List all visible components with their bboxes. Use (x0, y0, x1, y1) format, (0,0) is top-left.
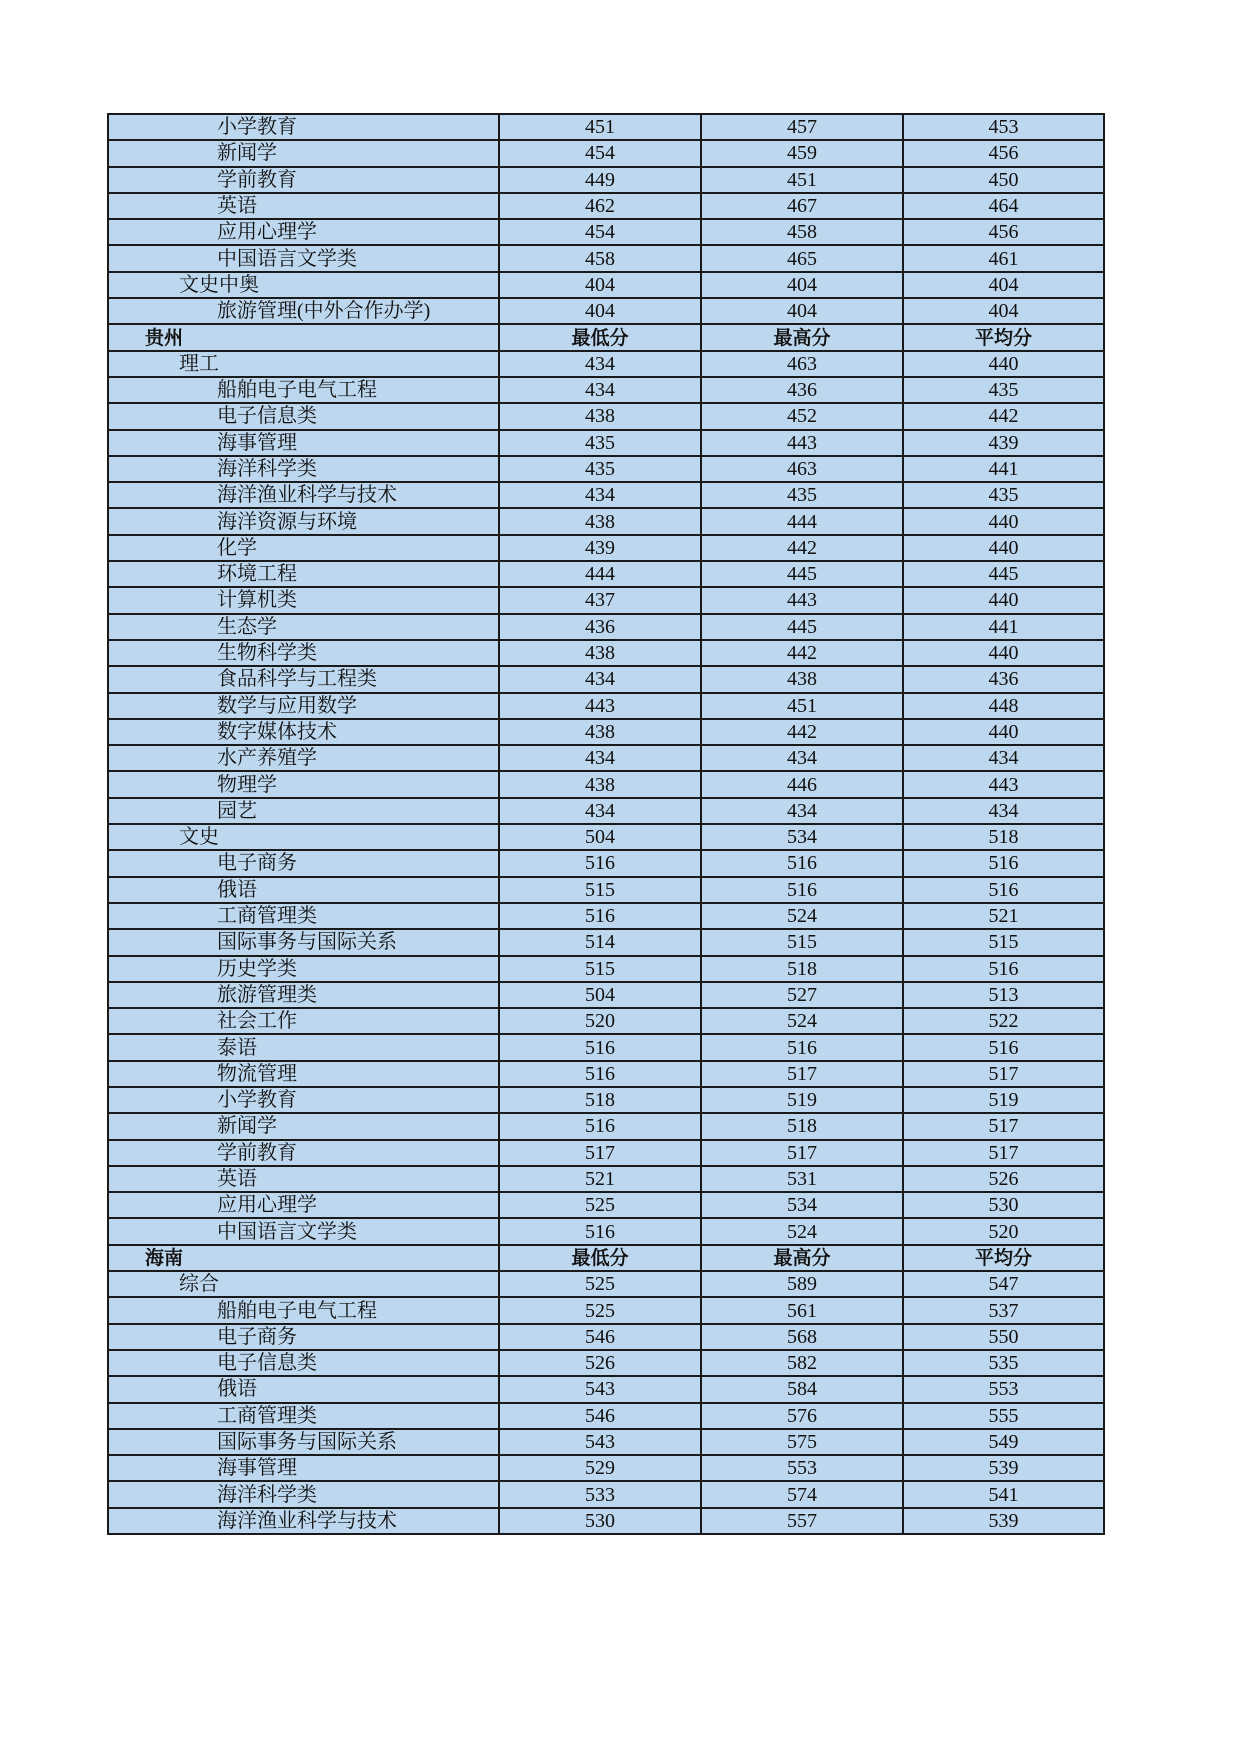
max-score-cell: 442 (701, 719, 903, 745)
min-score-cell: 434 (499, 351, 701, 377)
max-score-cell: 443 (701, 587, 903, 613)
min-score-cell: 518 (499, 1087, 701, 1113)
avg-score-cell: 547 (903, 1271, 1104, 1297)
avg-score-cell: 404 (903, 272, 1104, 298)
table-row (108, 1481, 1104, 1507)
avg-score-cell: 404 (903, 298, 1104, 324)
table-row (108, 508, 1104, 534)
avg-score-cell: 526 (903, 1166, 1104, 1192)
table-row (108, 745, 1104, 771)
min-score-cell: 516 (499, 1034, 701, 1060)
max-score-cell: 584 (701, 1376, 903, 1402)
max-score-cell: 575 (701, 1429, 903, 1455)
max-score-cell: 568 (701, 1324, 903, 1350)
min-score-cell: 404 (499, 272, 701, 298)
min-score-cell: 454 (499, 140, 701, 166)
avg-score-cell: 435 (903, 377, 1104, 403)
min-score-cell: 546 (499, 1324, 701, 1350)
name-cell: 国际事务与国际关系 (108, 929, 499, 955)
name-cell: 小学教育 (108, 1087, 499, 1113)
avg-score-cell: 440 (903, 351, 1104, 377)
min-score-cell: 434 (499, 666, 701, 692)
name-cell: 旅游管理类 (108, 982, 499, 1008)
table-row (108, 482, 1104, 508)
table-row (108, 929, 1104, 955)
avg-score-cell: 461 (903, 245, 1104, 271)
table-row (108, 114, 1104, 140)
min-score-cell: 438 (499, 719, 701, 745)
table-row (108, 1455, 1104, 1481)
name-cell: 电子信息类 (108, 403, 499, 429)
name-cell: 学前教育 (108, 167, 499, 193)
min-score-cell: 520 (499, 1008, 701, 1034)
avg-score-cell: 530 (903, 1192, 1104, 1218)
max-score-cell: 517 (701, 1140, 903, 1166)
name-cell: 水产养殖学 (108, 745, 499, 771)
province-header-row (108, 324, 1104, 350)
table-row (108, 877, 1104, 903)
max-score-cell: 404 (701, 272, 903, 298)
name-cell: 综合 (108, 1271, 499, 1297)
table-row (108, 193, 1104, 219)
min-score-cell: 516 (499, 1218, 701, 1244)
table-row (108, 1008, 1104, 1034)
max-score-cell: 463 (701, 351, 903, 377)
max-score-cell: 436 (701, 377, 903, 403)
table-row (108, 1061, 1104, 1087)
avg-score-cell: 439 (903, 430, 1104, 456)
min-score-cell: 533 (499, 1481, 701, 1507)
avg-score-cell: 445 (903, 561, 1104, 587)
avg-score-cell: 440 (903, 535, 1104, 561)
min-score-cell: 515 (499, 877, 701, 903)
score-table-body (108, 114, 1104, 1534)
max-score-cell: 519 (701, 1087, 903, 1113)
max-score-cell: 557 (701, 1508, 903, 1534)
avg-score-cell: 555 (903, 1403, 1104, 1429)
max-score-cell: 516 (701, 1034, 903, 1060)
avg-score-cell: 442 (903, 403, 1104, 429)
name-cell: 船舶电子电气工程 (108, 1297, 499, 1323)
table-row (108, 956, 1104, 982)
name-cell: 应用心理学 (108, 219, 499, 245)
max-score-cell: 434 (701, 745, 903, 771)
max-score-cell: 443 (701, 430, 903, 456)
province-header-row (108, 1245, 1104, 1271)
min-score-cell: 449 (499, 167, 701, 193)
table-row (108, 1218, 1104, 1244)
name-cell: 海事管理 (108, 1455, 499, 1481)
min-score-cell: 436 (499, 614, 701, 640)
min-score-cell: 404 (499, 298, 701, 324)
table-row (108, 1166, 1104, 1192)
name-cell: 应用心理学 (108, 1192, 499, 1218)
avg-score-cell: 435 (903, 482, 1104, 508)
min-score-cell: 515 (499, 956, 701, 982)
max-score-cell: 446 (701, 771, 903, 797)
name-cell: 旅游管理(中外合作办学) (108, 298, 499, 324)
name-cell: 文史中奥 (108, 272, 499, 298)
name-cell: 海洋资源与环境 (108, 508, 499, 534)
name-cell: 理工 (108, 351, 499, 377)
name-cell: 贵州 (108, 324, 499, 350)
min-score-cell: 443 (499, 693, 701, 719)
table-row (108, 771, 1104, 797)
table-row (108, 693, 1104, 719)
name-cell: 俄语 (108, 877, 499, 903)
max-score-cell: 518 (701, 1113, 903, 1139)
name-cell: 船舶电子电气工程 (108, 377, 499, 403)
max-score-cell: 458 (701, 219, 903, 245)
max-score-cell: 576 (701, 1403, 903, 1429)
min-score-cell: 516 (499, 1061, 701, 1087)
table-row (108, 1350, 1104, 1376)
min-score-cell: 434 (499, 798, 701, 824)
name-cell: 海洋渔业科学与技术 (108, 1508, 499, 1534)
name-cell: 海洋科学类 (108, 1481, 499, 1507)
name-cell: 电子信息类 (108, 1350, 499, 1376)
table-row (108, 403, 1104, 429)
max-score-cell: 452 (701, 403, 903, 429)
name-cell: 生态学 (108, 614, 499, 640)
table-row (108, 298, 1104, 324)
avg-score-cell: 440 (903, 587, 1104, 613)
max-score-cell: 442 (701, 640, 903, 666)
min-score-cell: 438 (499, 640, 701, 666)
max-score-cell: 435 (701, 482, 903, 508)
min-score-cell: 504 (499, 824, 701, 850)
table-row (108, 167, 1104, 193)
table-row (108, 719, 1104, 745)
max-score-cell: 574 (701, 1481, 903, 1507)
max-score-cell: 589 (701, 1271, 903, 1297)
table-row (108, 1376, 1104, 1402)
max-score-cell: 516 (701, 850, 903, 876)
max-score-cell: 515 (701, 929, 903, 955)
avg-score-cell: 516 (903, 850, 1104, 876)
max-score-cell: 582 (701, 1350, 903, 1376)
max-score-cell: 534 (701, 1192, 903, 1218)
table-row (108, 245, 1104, 271)
min-score-cell: 516 (499, 903, 701, 929)
max-score-cell: 516 (701, 877, 903, 903)
min-score-cell: 514 (499, 929, 701, 955)
name-cell: 文史 (108, 824, 499, 850)
min-score-cell: 458 (499, 245, 701, 271)
name-cell: 园艺 (108, 798, 499, 824)
min-score-cell: 525 (499, 1192, 701, 1218)
name-cell: 历史学类 (108, 956, 499, 982)
table-row (108, 982, 1104, 1008)
max-score-cell: 459 (701, 140, 903, 166)
min-score-cell: 438 (499, 771, 701, 797)
name-cell: 小学教育 (108, 114, 499, 140)
avg-score-cell: 464 (903, 193, 1104, 219)
max-score-cell: 404 (701, 298, 903, 324)
min-score-cell: 530 (499, 1508, 701, 1534)
min-score-cell: 504 (499, 982, 701, 1008)
avg-score-cell: 453 (903, 114, 1104, 140)
min-score-cell: 439 (499, 535, 701, 561)
avg-score-cell: 516 (903, 877, 1104, 903)
name-cell: 新闻学 (108, 1113, 499, 1139)
table-row (108, 1192, 1104, 1218)
table-row (108, 1403, 1104, 1429)
name-cell: 海洋渔业科学与技术 (108, 482, 499, 508)
name-cell: 新闻学 (108, 140, 499, 166)
max-score-cell: 524 (701, 1218, 903, 1244)
min-score-cell: 525 (499, 1271, 701, 1297)
min-score-cell: 454 (499, 219, 701, 245)
name-cell: 海洋科学类 (108, 456, 499, 482)
avg-score-cell: 456 (903, 140, 1104, 166)
min-score-cell: 529 (499, 1455, 701, 1481)
table-row (108, 1508, 1104, 1534)
avg-score-cell: 平均分 (903, 1245, 1104, 1271)
avg-score-cell: 440 (903, 719, 1104, 745)
avg-score-cell: 517 (903, 1061, 1104, 1087)
name-cell: 海事管理 (108, 430, 499, 456)
avg-score-cell: 522 (903, 1008, 1104, 1034)
table-row (108, 1297, 1104, 1323)
avg-score-cell: 517 (903, 1140, 1104, 1166)
name-cell: 学前教育 (108, 1140, 499, 1166)
name-cell: 英语 (108, 193, 499, 219)
name-cell: 俄语 (108, 1376, 499, 1402)
avg-score-cell: 448 (903, 693, 1104, 719)
max-score-cell: 438 (701, 666, 903, 692)
avg-score-cell: 550 (903, 1324, 1104, 1350)
avg-score-cell: 456 (903, 219, 1104, 245)
min-score-cell: 546 (499, 1403, 701, 1429)
table-row (108, 430, 1104, 456)
min-score-cell: 543 (499, 1429, 701, 1455)
max-score-cell: 434 (701, 798, 903, 824)
max-score-cell: 451 (701, 693, 903, 719)
avg-score-cell: 441 (903, 614, 1104, 640)
max-score-cell: 467 (701, 193, 903, 219)
avg-score-cell: 535 (903, 1350, 1104, 1376)
name-cell: 英语 (108, 1166, 499, 1192)
min-score-cell: 434 (499, 482, 701, 508)
max-score-cell: 518 (701, 956, 903, 982)
avg-score-cell: 434 (903, 745, 1104, 771)
table-row (108, 1087, 1104, 1113)
max-score-cell: 442 (701, 535, 903, 561)
table-row (108, 1324, 1104, 1350)
avg-score-cell: 516 (903, 956, 1104, 982)
name-cell: 中国语言文学类 (108, 245, 499, 271)
table-row (108, 561, 1104, 587)
name-cell: 食品科学与工程类 (108, 666, 499, 692)
avg-score-cell: 515 (903, 929, 1104, 955)
min-score-cell: 516 (499, 1113, 701, 1139)
max-score-cell: 最高分 (701, 1245, 903, 1271)
min-score-cell: 462 (499, 193, 701, 219)
avg-score-cell: 513 (903, 982, 1104, 1008)
avg-score-cell: 441 (903, 456, 1104, 482)
category-row (108, 1271, 1104, 1297)
name-cell: 电子商务 (108, 850, 499, 876)
name-cell: 化学 (108, 535, 499, 561)
max-score-cell: 465 (701, 245, 903, 271)
min-score-cell: 最低分 (499, 324, 701, 350)
min-score-cell: 最低分 (499, 1245, 701, 1271)
max-score-cell: 524 (701, 1008, 903, 1034)
name-cell: 电子商务 (108, 1324, 499, 1350)
min-score-cell: 517 (499, 1140, 701, 1166)
table-row (108, 1034, 1104, 1060)
max-score-cell: 463 (701, 456, 903, 482)
name-cell: 海南 (108, 1245, 499, 1271)
min-score-cell: 543 (499, 1376, 701, 1402)
min-score-cell: 451 (499, 114, 701, 140)
category-row (108, 824, 1104, 850)
max-score-cell: 534 (701, 824, 903, 850)
max-score-cell: 531 (701, 1166, 903, 1192)
name-cell: 工商管理类 (108, 1403, 499, 1429)
min-score-cell: 435 (499, 430, 701, 456)
table-row (108, 1140, 1104, 1166)
name-cell: 物流管理 (108, 1061, 499, 1087)
table-row (108, 614, 1104, 640)
avg-score-cell: 539 (903, 1508, 1104, 1534)
avg-score-cell: 440 (903, 508, 1104, 534)
max-score-cell: 445 (701, 614, 903, 640)
score-table (107, 113, 1105, 1535)
max-score-cell: 444 (701, 508, 903, 534)
min-score-cell: 438 (499, 403, 701, 429)
name-cell: 数字媒体技术 (108, 719, 499, 745)
name-cell: 计算机类 (108, 587, 499, 613)
avg-score-cell: 541 (903, 1481, 1104, 1507)
max-score-cell: 517 (701, 1061, 903, 1087)
min-score-cell: 526 (499, 1350, 701, 1376)
table-row (108, 640, 1104, 666)
avg-score-cell: 521 (903, 903, 1104, 929)
table-row (108, 903, 1104, 929)
category-row (108, 272, 1104, 298)
avg-score-cell: 553 (903, 1376, 1104, 1402)
max-score-cell: 445 (701, 561, 903, 587)
table-row (108, 456, 1104, 482)
avg-score-cell: 443 (903, 771, 1104, 797)
avg-score-cell: 537 (903, 1297, 1104, 1323)
category-row (108, 351, 1104, 377)
name-cell: 中国语言文学类 (108, 1218, 499, 1244)
min-score-cell: 438 (499, 508, 701, 534)
name-cell: 生物科学类 (108, 640, 499, 666)
min-score-cell: 434 (499, 745, 701, 771)
max-score-cell: 527 (701, 982, 903, 1008)
max-score-cell: 451 (701, 167, 903, 193)
table-row (108, 535, 1104, 561)
table-row (108, 377, 1104, 403)
table-row (108, 798, 1104, 824)
max-score-cell: 最高分 (701, 324, 903, 350)
avg-score-cell: 517 (903, 1113, 1104, 1139)
name-cell: 国际事务与国际关系 (108, 1429, 499, 1455)
name-cell: 环境工程 (108, 561, 499, 587)
min-score-cell: 525 (499, 1297, 701, 1323)
name-cell: 数学与应用数学 (108, 693, 499, 719)
table-row (108, 1113, 1104, 1139)
min-score-cell: 516 (499, 850, 701, 876)
table-row (108, 587, 1104, 613)
min-score-cell: 521 (499, 1166, 701, 1192)
max-score-cell: 524 (701, 903, 903, 929)
avg-score-cell: 520 (903, 1218, 1104, 1244)
name-cell: 物理学 (108, 771, 499, 797)
avg-score-cell: 519 (903, 1087, 1104, 1113)
name-cell: 泰语 (108, 1034, 499, 1060)
avg-score-cell: 434 (903, 798, 1104, 824)
name-cell: 工商管理类 (108, 903, 499, 929)
table-row (108, 850, 1104, 876)
avg-score-cell: 436 (903, 666, 1104, 692)
avg-score-cell: 549 (903, 1429, 1104, 1455)
avg-score-cell: 518 (903, 824, 1104, 850)
max-score-cell: 553 (701, 1455, 903, 1481)
avg-score-cell: 平均分 (903, 324, 1104, 350)
avg-score-cell: 450 (903, 167, 1104, 193)
table-row (108, 219, 1104, 245)
max-score-cell: 457 (701, 114, 903, 140)
table-row (108, 666, 1104, 692)
min-score-cell: 437 (499, 587, 701, 613)
min-score-cell: 435 (499, 456, 701, 482)
max-score-cell: 561 (701, 1297, 903, 1323)
avg-score-cell: 539 (903, 1455, 1104, 1481)
table-row (108, 140, 1104, 166)
avg-score-cell: 440 (903, 640, 1104, 666)
min-score-cell: 444 (499, 561, 701, 587)
min-score-cell: 434 (499, 377, 701, 403)
avg-score-cell: 516 (903, 1034, 1104, 1060)
table-row (108, 1429, 1104, 1455)
name-cell: 社会工作 (108, 1008, 499, 1034)
